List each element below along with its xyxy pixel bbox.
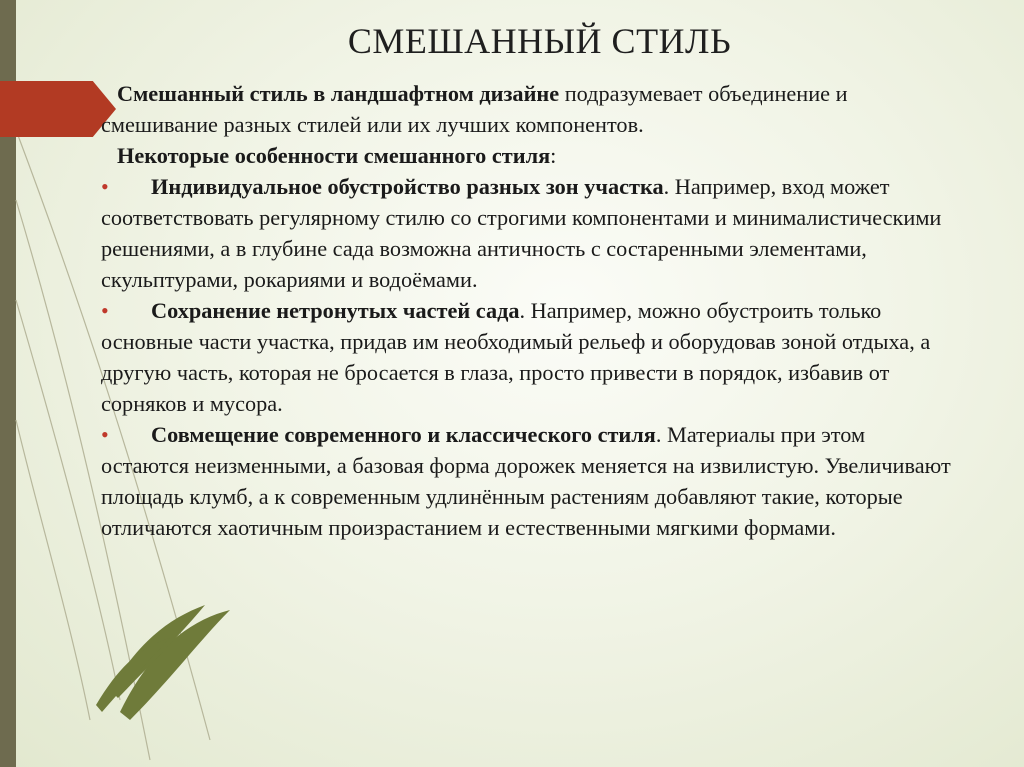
list-item-bold: Совмещение современного и классического стиля <box>151 422 656 447</box>
features-subheading <box>117 140 951 171</box>
list-item-bold: Сохранение нетронутых частей сада <box>151 298 520 323</box>
intro-bold: Смешанный стиль в ландшафтном дизайне <box>117 81 560 106</box>
bullet-icon: • <box>101 422 109 447</box>
intro-text: подразумевает объединение и смешивание разных стилей или их лучших компонентов. <box>101 81 848 137</box>
list-item <box>101 171 951 295</box>
list-item <box>101 419 951 543</box>
subheading-text: : <box>550 143 557 168</box>
list-item-bold: Индивидуальное обустройство разных зон участка <box>151 174 664 199</box>
slide-body <box>101 78 951 543</box>
list-item-text: . Например, вход может соответствовать регулярному стилю со строгими компонентами и минималистическими решениями, а в глубине сада возможна античность с состаренными элементами, скульптурами, рокариями и водоёмами. <box>101 174 942 292</box>
bullet-icon: • <box>101 174 109 199</box>
intro-paragraph <box>101 78 951 140</box>
list-item-text: . Например, можно обустроить только основные части участка, придав им необходимый рельеф и оборудовав зоной отдыха, а другую часть, которая не бросается в глаза, просто привести в порядок, избавив от сорняков и мусора. <box>101 298 931 416</box>
slide-title: СМЕШАННЫЙ СТИЛЬ <box>347 21 732 61</box>
subheading-bold: Некоторые особенности смешанного стиля <box>117 143 551 168</box>
list-item <box>101 295 951 419</box>
list-item-text: . Материалы при этом остаются неизменными, а базовая форма дорожек меняется на извилистую. Увеличивают площадь клумб, а к современным удлинённым растениям добавляют такие, которые отличаются хаотичным произрастанием и естественными мягкими формами. <box>101 422 951 540</box>
accent-tab <box>0 81 116 137</box>
bullet-icon: • <box>101 298 109 323</box>
